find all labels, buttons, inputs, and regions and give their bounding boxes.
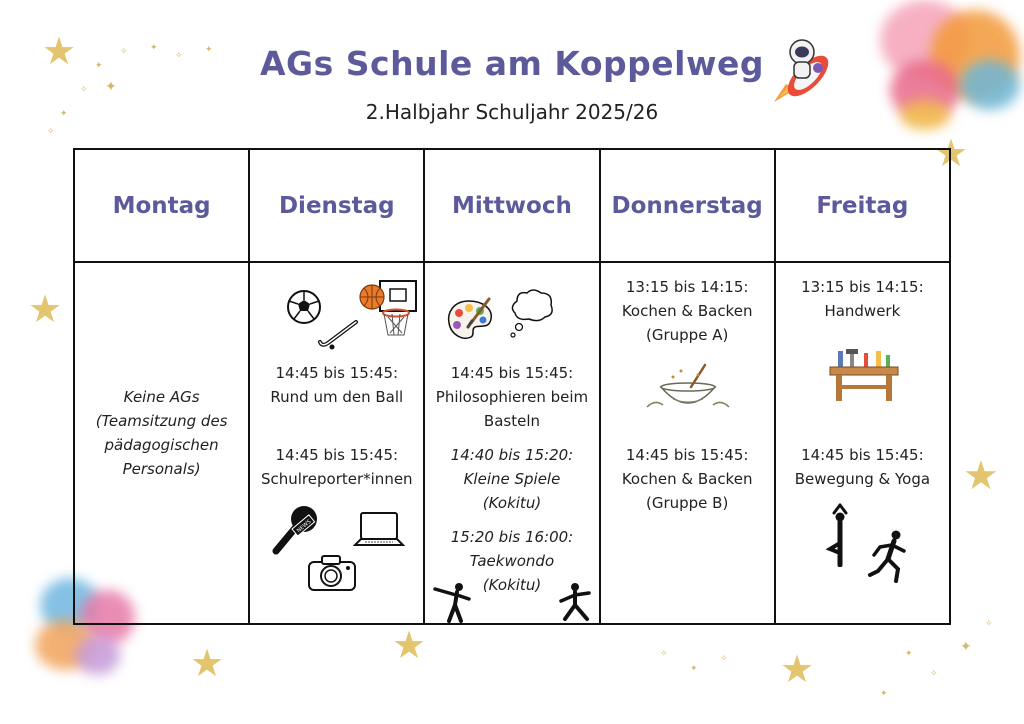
- workbench-tools-icon: [828, 347, 900, 403]
- cell-freitag: [775, 262, 950, 624]
- dienstag-b-time: 14:45 bis 15:45:: [275, 446, 399, 464]
- dienstag-b-name: Schulreporter*innen: [260, 470, 413, 488]
- mixing-bowl-icon: [643, 361, 733, 417]
- mittwoch-a-name1: Philosophieren beim: [435, 388, 589, 406]
- day-header-mittwoch: Mittwoch: [424, 149, 599, 262]
- day-header-freitag: Freitag: [775, 149, 950, 262]
- freitag-a-name: Handwerk: [824, 302, 901, 320]
- freitag-a-time: 13:15 bis 14:15:: [801, 278, 924, 296]
- donnerstag-b-name: Kochen & Backen: [621, 470, 753, 488]
- camera-icon: [306, 553, 358, 593]
- schedule-table: [73, 148, 951, 625]
- table-header-row: [74, 149, 950, 262]
- mittwoch-b-name: Kleine Spiele: [463, 470, 561, 488]
- freitag-b-time: 14:45 bis 15:45:: [801, 446, 924, 464]
- mittwoch-a-name2: Basteln: [483, 412, 541, 430]
- star-icon: ★: [42, 29, 77, 73]
- mittwoch-c-org: (Kokitu): [482, 576, 542, 594]
- montag-line3: pädagogischen: [104, 436, 219, 454]
- donnerstag-a-name: Kochen & Backen: [621, 302, 753, 320]
- cell-dienstag: [249, 262, 424, 624]
- star-icon: ★: [934, 131, 969, 175]
- donnerstag-b-time: 14:45 bis 15:45:: [625, 446, 749, 464]
- yoga-pose-icon: [822, 503, 858, 567]
- donnerstag-a-group: (Gruppe A): [646, 326, 729, 344]
- laptop-icon: [353, 509, 405, 553]
- star-icon: ★: [780, 647, 815, 691]
- martial-arts-kick-icon: [431, 581, 475, 623]
- cell-donnerstag: [600, 262, 775, 624]
- cell-mittwoch: [424, 262, 599, 624]
- star-icon: ★: [392, 623, 427, 667]
- runner-icon: [868, 529, 912, 585]
- donnerstag-b-group: (Gruppe B): [645, 494, 729, 512]
- thought-bubble-icon: [507, 287, 557, 341]
- star-icon: ★: [190, 641, 225, 685]
- cell-montag: [74, 262, 249, 624]
- mittwoch-a-time: 14:45 bis 15:45:: [450, 364, 574, 382]
- table-row: [74, 262, 950, 624]
- montag-line2: (Teamsitzung des: [95, 412, 228, 430]
- martial-arts-stance-icon: [555, 581, 595, 623]
- mittwoch-b-org: (Kokitu): [482, 494, 542, 512]
- mittwoch-b-time: 14:40 bis 15:20:: [450, 446, 574, 464]
- hockey-stick-icon: [316, 319, 360, 351]
- day-header-donnerstag: Donnerstag: [600, 149, 775, 262]
- montag-line4: Personals): [122, 460, 201, 478]
- day-header-montag: Montag: [74, 149, 249, 262]
- mittwoch-c-time: 15:20 bis 16:00:: [450, 528, 574, 546]
- donnerstag-a-time: 13:15 bis 14:15:: [625, 278, 749, 296]
- star-icon: ★: [28, 287, 63, 331]
- mittwoch-c-name: Taekwondo: [469, 552, 555, 570]
- basketball-hoop-icon: [356, 277, 420, 347]
- freitag-b-name: Bewegung & Yoga: [794, 470, 931, 488]
- microphone-icon: [270, 503, 322, 555]
- paint-palette-icon: [445, 297, 495, 343]
- dienstag-a-name: Rund um den Ball: [270, 388, 404, 406]
- page-title: AGs Schule am Koppelweg: [260, 44, 764, 83]
- page-subtitle: 2.Halbjahr Schuljahr 2025/26: [365, 100, 659, 124]
- montag-line1: Keine AGs: [123, 388, 200, 406]
- star-icon: ★: [963, 453, 999, 499]
- dienstag-a-time: 14:45 bis 15:45:: [275, 364, 399, 382]
- day-header-dienstag: Dienstag: [249, 149, 424, 262]
- svg-text:NEWS: NEWS: [296, 518, 313, 535]
